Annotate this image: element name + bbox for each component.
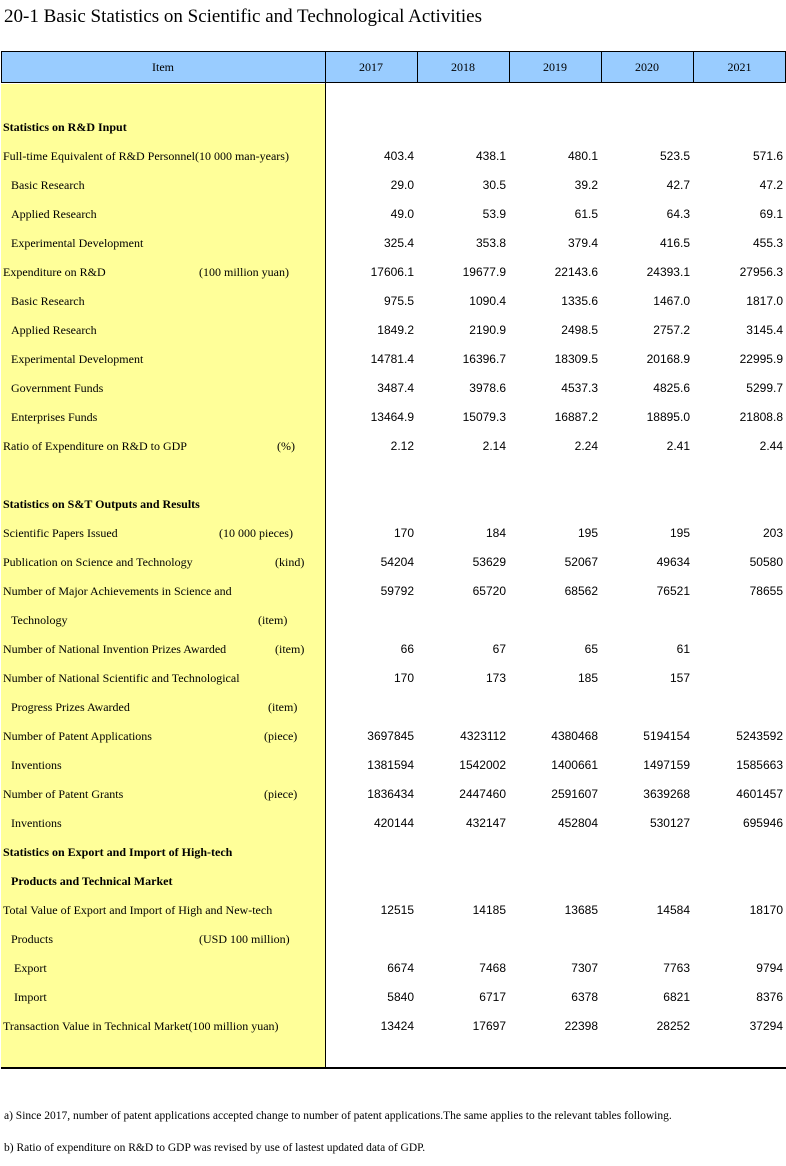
cell-2019: 68562 [564, 584, 598, 598]
cell-2017: 325.4 [383, 236, 414, 250]
cell-2019: 7307 [571, 961, 598, 975]
table-row [0, 577, 786, 606]
cell-2018: 2447460 [459, 787, 506, 801]
header-year-2018: 2018 [417, 51, 509, 83]
row-label: Number of Major Achievements in Science and [3, 584, 232, 598]
cell-2021: 4601457 [736, 787, 783, 801]
row-unit: (item) [258, 613, 288, 627]
cell-2017: 975.5 [383, 294, 414, 308]
row-label: Import [14, 990, 47, 1004]
table-row [0, 258, 786, 287]
header-year-2019: 2019 [509, 51, 601, 83]
cell-2020: 4825.6 [653, 381, 690, 395]
cell-2019: 2591607 [551, 787, 598, 801]
row-label: Full-time Equivalent of R&D Personnel(10 000 man-years) [3, 149, 289, 163]
table-row [0, 664, 786, 693]
cell-2018: 15079.3 [462, 410, 506, 424]
table-row [0, 403, 786, 432]
cell-2017: 12515 [380, 903, 414, 917]
cell-2020: 416.5 [659, 236, 690, 250]
cell-2021: 2.44 [759, 439, 783, 453]
cell-2020: 61 [676, 642, 690, 656]
cell-2020: 2757.2 [653, 323, 690, 337]
cell-2021: 571.6 [752, 149, 783, 163]
row-unit: (item) [275, 642, 305, 656]
cell-2020: 1497159 [643, 758, 690, 772]
row-label: Publication on Science and Technology [3, 555, 193, 569]
table-row [0, 142, 786, 171]
table-row [0, 519, 786, 548]
row-label: Products [11, 932, 53, 946]
cell-2017: 6674 [387, 961, 414, 975]
cell-2018: 432147 [465, 816, 506, 830]
cell-2017: 13464.9 [370, 410, 414, 424]
cell-2020: 28252 [656, 1019, 690, 1033]
cell-2021: 695946 [742, 816, 783, 830]
cell-2020: 523.5 [659, 149, 690, 163]
column-divider [509, 51, 510, 83]
row-unit: (10 000 pieces) [219, 526, 293, 540]
cell-2017: 170 [393, 671, 414, 685]
section-title: Statistics on Export and Import of High-tech [3, 845, 233, 859]
cell-2019: 195 [577, 526, 598, 540]
cell-2019: 2498.5 [561, 323, 598, 337]
cell-2020: 3639268 [643, 787, 690, 801]
row-unit: (piece) [264, 729, 298, 743]
cell-2021: 69.1 [759, 207, 783, 221]
cell-2021: 27956.3 [739, 265, 783, 279]
row-unit: (piece) [264, 787, 298, 801]
row-label: Progress Prizes Awarded [11, 700, 130, 714]
row-label: Enterprises Funds [11, 410, 98, 424]
cell-2019: 1400661 [551, 758, 598, 772]
table-row [0, 606, 786, 635]
row-label: Applied Research [11, 323, 97, 337]
row-label: Inventions [11, 816, 62, 830]
cell-2017: 59792 [380, 584, 414, 598]
cell-2018: 184 [485, 526, 506, 540]
table-row [0, 780, 786, 809]
cell-2017: 17606.1 [370, 265, 414, 279]
cell-2018: 16396.7 [462, 352, 506, 366]
table-row [0, 171, 786, 200]
row-label: Number of Patent Grants [3, 787, 124, 801]
cell-2021: 5243592 [736, 729, 783, 743]
cell-2020: 530127 [649, 816, 690, 830]
cell-2021: 50580 [749, 555, 783, 569]
row-label: Inventions [11, 758, 62, 772]
table-row [0, 432, 786, 461]
cell-2021: 203 [762, 526, 783, 540]
cell-2020: 24393.1 [646, 265, 690, 279]
cell-2018: 4323112 [460, 729, 506, 743]
cell-2019: 39.2 [574, 178, 598, 192]
cell-2018: 30.5 [482, 178, 506, 192]
cell-2017: 5840 [387, 990, 414, 1004]
table-row [0, 200, 786, 229]
cell-2018: 65720 [472, 584, 506, 598]
row-unit: (USD 100 million) [199, 932, 290, 946]
row-label: Export [14, 961, 47, 975]
cell-2021: 22995.9 [739, 352, 783, 366]
row-label: Government Funds [11, 381, 104, 395]
cell-2017: 3487.4 [377, 381, 414, 395]
cell-2019: 22398 [564, 1019, 598, 1033]
cell-2020: 49634 [656, 555, 690, 569]
cell-2017: 49.0 [390, 207, 414, 221]
cell-2018: 67 [492, 642, 506, 656]
footnote-a: a) Since 2017, number of patent applications accepted change to number of patent applications.The same applies to the relevant tables following. [4, 1110, 672, 1122]
table-row [0, 374, 786, 403]
cell-2020: 5194154 [643, 729, 690, 743]
cell-2019: 13685 [564, 903, 598, 917]
cell-2019: 4380468 [551, 729, 598, 743]
table-row [0, 896, 786, 925]
cell-2018: 7468 [479, 961, 506, 975]
table-bottom-border [1, 1067, 786, 1069]
cell-2017: 3697845 [367, 729, 414, 743]
cell-2021: 455.3 [752, 236, 783, 250]
row-label: Expenditure on R&D [3, 265, 106, 279]
cell-2018: 53.9 [482, 207, 506, 221]
table-row [0, 287, 786, 316]
cell-2021: 21808.8 [739, 410, 783, 424]
cell-2020: 157 [669, 671, 690, 685]
cell-2018: 14185 [472, 903, 506, 917]
row-label: Applied Research [11, 207, 97, 221]
section-heading-row [0, 113, 786, 142]
cell-2020: 20168.9 [646, 352, 690, 366]
row-label: Number of Patent Applications [3, 729, 152, 743]
row-label: Number of National Invention Prizes Awarded [3, 642, 227, 656]
cell-2017: 1849.2 [377, 323, 414, 337]
cell-2020: 42.7 [666, 178, 690, 192]
cell-2017: 66 [400, 642, 414, 656]
row-label: Transaction Value in Technical Market(100 million yuan) [3, 1019, 279, 1033]
column-divider [417, 51, 418, 83]
table-row [0, 809, 786, 838]
row-label: Experimental Development [11, 236, 144, 250]
cell-2018: 17697 [472, 1019, 506, 1033]
header-year-2020: 2020 [601, 51, 693, 83]
table-row [0, 229, 786, 258]
page-title: 20-1 Basic Statistics on Scientific and Technological Activities [4, 6, 482, 27]
cell-2021: 18170 [749, 903, 783, 917]
table-row [0, 316, 786, 345]
section-title: Products and Technical Market [11, 874, 173, 888]
row-label: Total Value of Export and Import of High and New-tech [3, 903, 273, 917]
cell-2017: 2.12 [390, 439, 414, 453]
cell-2018: 1542002 [459, 758, 506, 772]
row-unit: (item) [268, 700, 298, 714]
footnote-b: b) Ratio of expenditure on R&D to GDP was revised by use of lastest updated data of GDP. [4, 1142, 426, 1154]
cell-2017: 29.0 [390, 178, 414, 192]
row-unit: (%) [277, 439, 295, 453]
cell-2019: 16887.2 [554, 410, 598, 424]
column-divider [693, 51, 694, 83]
section-heading-row [0, 867, 786, 896]
cell-2021: 1817.0 [746, 294, 783, 308]
cell-2019: 4537.3 [561, 381, 598, 395]
cell-2021: 47.2 [759, 178, 783, 192]
cell-2020: 7763 [663, 961, 690, 975]
table-row [0, 693, 786, 722]
cell-2020: 195 [669, 526, 690, 540]
cell-2021: 5299.7 [746, 381, 783, 395]
row-label: Technology [11, 613, 68, 627]
cell-2017: 1381594 [367, 758, 414, 772]
cell-2021: 1585663 [736, 758, 783, 772]
row-label: Scientific Papers Issued [3, 526, 118, 540]
table-row [0, 983, 786, 1012]
cell-2019: 2.24 [574, 439, 598, 453]
cell-2018: 3978.6 [469, 381, 506, 395]
header-year-2017: 2017 [325, 51, 417, 83]
row-label: Experimental Development [11, 352, 144, 366]
cell-2019: 6378 [571, 990, 598, 1004]
cell-2019: 452804 [557, 816, 598, 830]
cell-2018: 2190.9 [469, 323, 506, 337]
table-row [0, 548, 786, 577]
cell-2019: 480.1 [567, 149, 598, 163]
cell-2019: 61.5 [574, 207, 598, 221]
section-heading-row [0, 838, 786, 867]
row-unit: (100 million yuan) [199, 265, 289, 279]
column-divider [325, 51, 326, 1068]
cell-2018: 438.1 [475, 149, 506, 163]
table-row [0, 954, 786, 983]
row-label: Number of National Scientific and Technological [3, 671, 240, 685]
cell-2017: 13424 [380, 1019, 414, 1033]
cell-2017: 54204 [380, 555, 414, 569]
table-row [0, 722, 786, 751]
cell-2021: 78655 [749, 584, 783, 598]
table-row [0, 635, 786, 664]
cell-2020: 6821 [663, 990, 690, 1004]
cell-2021 [693, 664, 783, 693]
cell-2020: 1467.0 [653, 294, 690, 308]
cell-2020: 2.41 [666, 439, 690, 453]
cell-2020: 64.3 [666, 207, 690, 221]
column-divider [601, 51, 602, 83]
cell-2021: 3145.4 [746, 323, 783, 337]
cell-2020: 18895.0 [646, 410, 690, 424]
column-divider [1, 51, 2, 83]
cell-2017: 1836434 [367, 787, 414, 801]
cell-2019: 22143.6 [554, 265, 598, 279]
cell-2017: 403.4 [383, 149, 414, 163]
cell-2021 [693, 635, 783, 664]
table-row [0, 345, 786, 374]
cell-2019: 52067 [564, 555, 598, 569]
cell-2019: 379.4 [567, 236, 598, 250]
section-heading-row [0, 490, 786, 519]
cell-2018: 6717 [479, 990, 506, 1004]
header-item: Item [1, 51, 325, 83]
row-label: Basic Research [11, 294, 85, 308]
cell-2021: 8376 [756, 990, 783, 1004]
cell-2020: 14584 [656, 903, 690, 917]
section-title: Statistics on R&D Input [3, 120, 127, 134]
table-row [0, 925, 786, 954]
cell-2021: 37294 [749, 1019, 783, 1033]
table-row [0, 461, 786, 490]
cell-2018: 53629 [472, 555, 506, 569]
cell-2017: 170 [393, 526, 414, 540]
row-label: Basic Research [11, 178, 85, 192]
cell-2017: 420144 [373, 816, 414, 830]
cell-2021: 9794 [756, 961, 783, 975]
cell-2017: 14781.4 [370, 352, 414, 366]
cell-2019: 65 [584, 642, 598, 656]
cell-2018: 353.8 [475, 236, 506, 250]
row-unit: (kind) [275, 555, 305, 569]
table-row [0, 751, 786, 780]
cell-2018: 19677.9 [462, 265, 506, 279]
section-title: Statistics on S&T Outputs and Results [3, 497, 200, 511]
cell-2019: 1335.6 [561, 294, 598, 308]
cell-2020: 76521 [656, 584, 690, 598]
header-year-2021: 2021 [693, 51, 786, 83]
cell-2019: 18309.5 [554, 352, 598, 366]
table-row [0, 1012, 786, 1041]
cell-2018: 1090.4 [469, 294, 506, 308]
row-label: Ratio of Expenditure on R&D to GDP [3, 439, 187, 453]
cell-2018: 173 [485, 671, 506, 685]
cell-2019: 185 [577, 671, 598, 685]
cell-2018: 2.14 [482, 439, 506, 453]
